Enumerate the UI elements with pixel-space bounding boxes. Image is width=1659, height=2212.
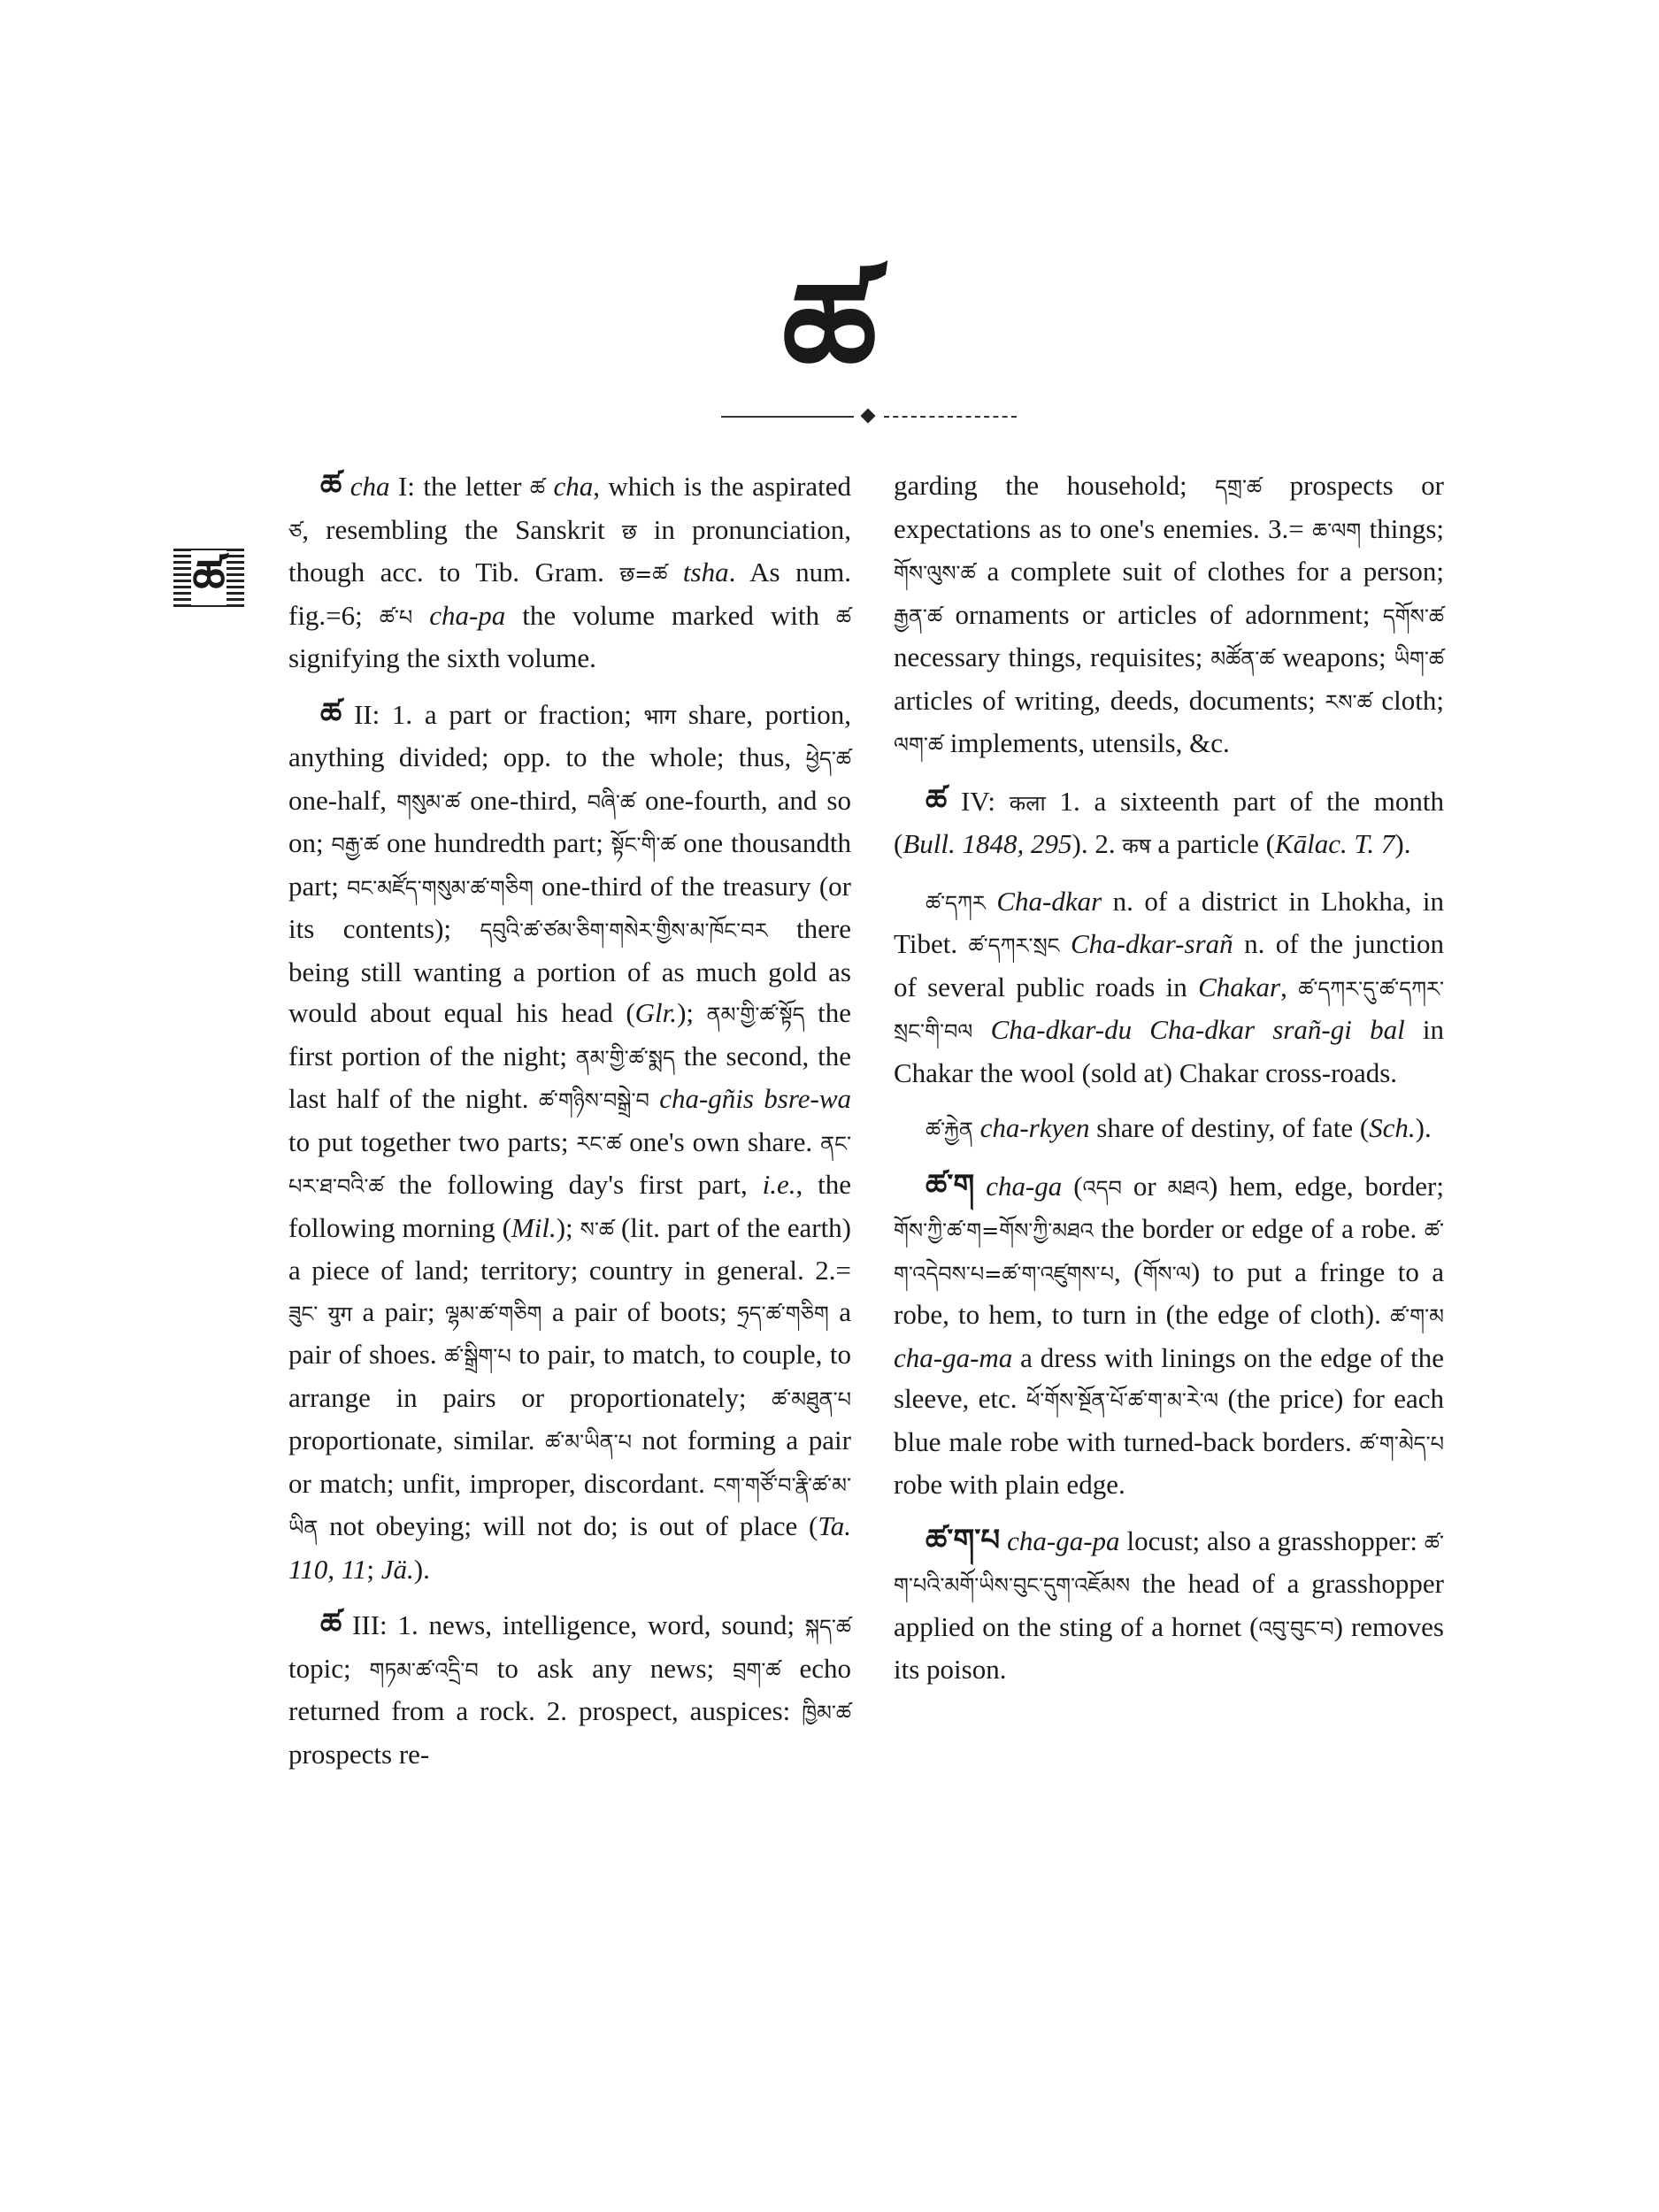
entry-cha-3: ཚ III: 1. news, intelligence, word, sound; སྐད་ཚ topic; གཏམ་ཚ་འདྲི་བ to ask any news; བྲག་ཚ echo returned from a rock. 2. prospect, auspices: ཁྱིམ་ཚ prospects re- xyxy=(288,1607,852,1770)
entry-cha-2: ཚ II: 1. a part or fraction; भाग share, portion, anything divided; opp. to the whole; thus, ཕྱེད་ཚ one-half, གསུམ་ཚ one-third, བཞི་ཚ one-fourth, and so on; བརྒྱ་ཚ one hundredth part; སྟོང་གི་ཚ one thousandth part; བང་མཛོད་གསུམ་ཚ་གཅིག one-third of the treasury (or its contents); དབུའི་ཚ་ཙམ་ཅིག་གསེར་གྱིས་མ་ཁོང་བར there being still wanting a portion of as much gold as would about equal his head (Glr.); ནམ་གྱི་ཚ་སྟོད the first portion of the night; ནམ་གྱི་ཚ་སྨད the second, the last half of the night. ཚ་གཉིས་བསྒྲེ་བ cha-gñis bsre-wa to put together two parts; རང་ཚ one's own share. ནང་པར་ཐ་བའི་ཚ the following day's first part, i.e., the following morning (Mil.); ས་ཚ (lit. part of the earth) a piece of land; territory; country in general. 2.= ཟུང་ युग a pair; ལྷམ་ཚ་གཅིག a pair of boots; ཧྲད་ཚ་གཅིག a pair of shoes. ཚ་སྒྲིག་པ to pair, to match, to couple, to arrange in pairs or proportionately; ཚ་མཐུན་པ proportionate, similar. ཚ་མ་ཡིན་པ not forming a pair or match; unfit, improper, discordant. ངག་གཙོ་བ་རྣི་ཚ་མ་ཡིན not obeying; will not do; is out of place (Ta. 110, 11; Jä.). xyxy=(288,695,852,1585)
diamond-ornament xyxy=(861,409,876,424)
entry-cha-3-continued: garding the household; དགྲ་ཚ prospects or expectations as to one's enemies. 3.= ཆ་ལག things; གོས་ལུས་ཚ a complete suit of clothes for a person; རྒྱན་ཚ ornaments or articles of adornment; དགོས་ཚ necessary things, requisites; མཚོན་ཚ weapons; ཡིག་ཚ articles of writing, deeds, documents; རས་ཚ cloth; ལག་ཚ implements, utensils, &c. xyxy=(894,470,1445,758)
ornamental-rule xyxy=(721,411,1018,423)
entry-cha-ga: ཚ་ག cha-ga (འདབ or མཐའ) hem, edge, border; གོས་ཀྱི་ཚ་ག=གོས་ཀྱི་མཐའ the border or edge of a robe. ཚ་ག་འདེབས་པ=ཚ་ག་འཛུགས་པ, (གོས་ལ) to put a fringe to a robe, to hem, to turn in (the edge of cloth). ཚ་ག་མ cha-ga-ma a dress with linings on the edge of the sleeve, etc. ཕོ་གོས་སྔོན་པོ་ཚ་ག་མ་རེ་ལ (the price) for each blue male robe with turned-back borders. ཚ་ག་མེད་པ robe with plain edge. xyxy=(894,1167,1444,1500)
entry-cha-dkar: ཚ་དཀར Cha-dkar n. of a district in Lhokha, in Tibet. ཚ་དཀར་སྲང Cha-dkar-srañ n. of the junction of several public roads in Chakar, ཚ་དཀར་དུ་ཚ་དཀར་སྲང་གི་བལ Cha-dkar-du Cha-dkar srañ-gi bal in Chakar the wool (sold at) Chakar cross-roads. xyxy=(894,885,1445,1088)
entry-cha-4: ཚ IV: कला 1. a sixteenth part of the month (Bull. 1848, 295). 2. कष a particle (Kālac. T. 7). xyxy=(894,782,1445,859)
left-column xyxy=(288,465,851,1789)
right-column xyxy=(894,465,1444,1705)
entry-cha-ga-pa: ཚ་ག་པ cha-ga-pa locust; also a grasshopper: ཚ་ག་པའི་མགོ་ཡིས་བུང་དུག་འཇོམས the head of a grasshopper applied on the sting of a hornet (འབུ་བུང་བ) removes its poison. xyxy=(894,1522,1445,1685)
section-letter-heading: ཚ xyxy=(782,255,877,409)
entry-cha-rkyen: ཚ་རྐྱེན cha-rkyen share of destiny, of fate (Sch.). xyxy=(926,1112,1432,1143)
margin-tab-marker: ཚ xyxy=(173,549,244,609)
entry-cha-1: ཚ cha I: the letter ཚ cha, which is the aspirated ཙ, resembling the Sanskrit छ in pronunciation, though acc. to Tib. Gram. छ=ཚ tsha. As num. fig.=6; ཚ་པ cha-pa the volume marked with ཚ signifying the sixth volume. xyxy=(288,468,852,673)
